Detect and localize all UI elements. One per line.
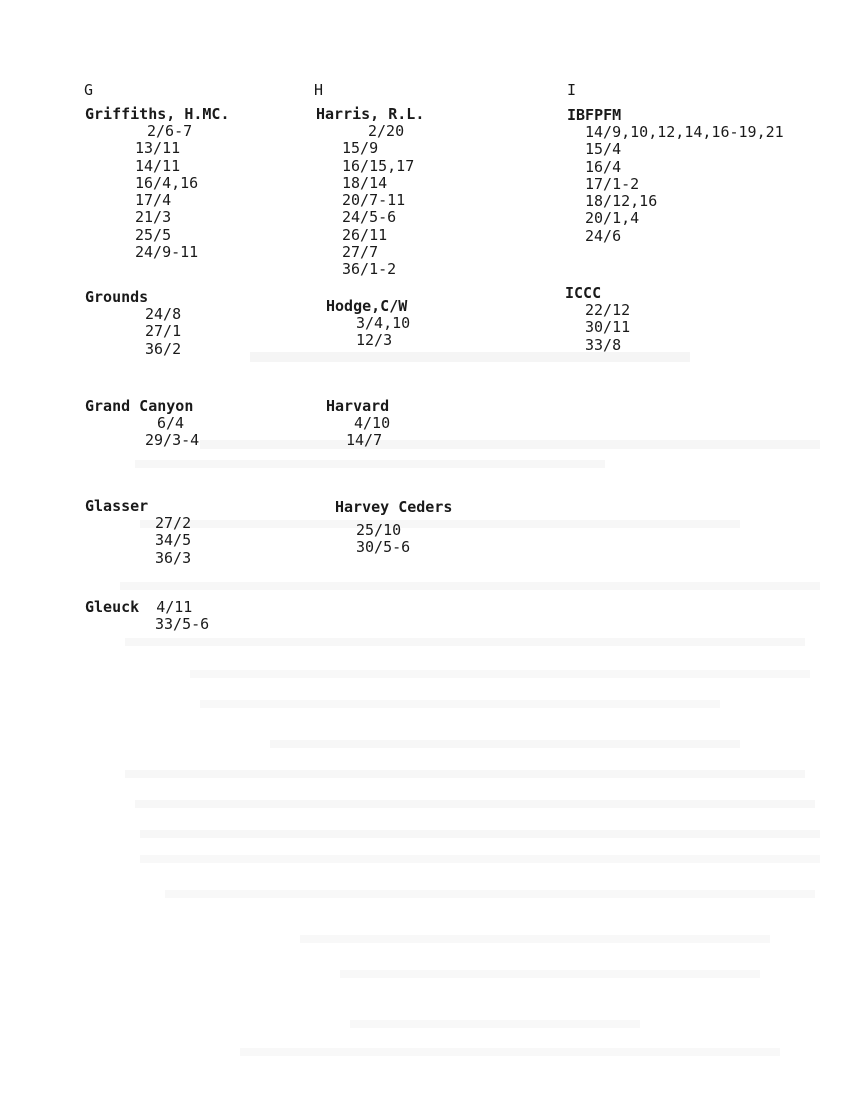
entry-name: Grand Canyon (85, 397, 194, 415)
entry-name: Grounds (85, 288, 149, 306)
page-reference: 18/14 (342, 173, 388, 192)
page-reference: 15/9 (342, 139, 379, 158)
index-entry-grounds (85, 289, 181, 358)
page-reference: 12/3 (356, 331, 393, 350)
reference-list (155, 515, 191, 567)
page-reference: 20/7-11 (342, 191, 406, 210)
page-reference: 15/4 (585, 140, 622, 159)
index-entry-iccc (565, 285, 630, 354)
index-entry-ibfpfm (567, 107, 784, 245)
reference-list (145, 306, 181, 358)
page-reference: 25/10 (356, 521, 402, 539)
entry-name: Griffiths, H.MC. (85, 105, 230, 123)
page-reference: 29/3-4 (145, 431, 200, 450)
page-reference: 16/4,16 (135, 173, 199, 192)
reference-list (356, 522, 452, 557)
page-reference: 24/5-6 (342, 208, 397, 227)
page-reference: 14/11 (135, 156, 181, 175)
reference-list (145, 415, 199, 450)
page-reference: 16/4 (585, 157, 622, 176)
page-reference: 16/15,17 (342, 156, 415, 175)
reference-list (585, 302, 630, 354)
page-reference: 36/2 (145, 339, 182, 358)
page-reference: 14/7 (346, 431, 383, 450)
entry-name: Gleuck (85, 598, 140, 616)
page-reference: 24/9-11 (135, 243, 199, 262)
page-reference: 34/5 (155, 531, 192, 550)
page-reference: 22/12 (585, 301, 631, 319)
index-entry-glasser (85, 498, 191, 567)
page-reference: 24/6 (585, 226, 622, 245)
page-reference: 30/11 (585, 318, 631, 337)
page-reference: 20/1,4 (585, 209, 640, 228)
page-reference: 6/4 (157, 414, 185, 432)
page-reference: 4/11 (156, 598, 193, 616)
page-reference: 24/8 (145, 305, 182, 323)
page-reference: 4/10 (354, 414, 391, 432)
page-reference: 2/6-7 (147, 122, 193, 140)
index-entry-griffiths (85, 106, 230, 261)
index-entry-harris (316, 106, 424, 279)
column-letter-h: H (314, 81, 324, 99)
reference-list (155, 616, 209, 633)
page-reference: 26/11 (342, 225, 388, 244)
reference-list (356, 315, 410, 350)
page-reference: 30/5-6 (356, 538, 411, 557)
page-reference: 17/4 (135, 191, 172, 210)
reference-list (342, 123, 424, 279)
page-reference: 27/7 (342, 243, 379, 262)
page-reference: 25/5 (135, 225, 172, 244)
entry-name: Harris, R.L. (316, 105, 425, 123)
page-reference: 33/8 (585, 335, 622, 354)
reference-list (346, 415, 390, 450)
index-entry-gleuck (85, 599, 209, 633)
index-entry-grand-canyon (85, 398, 199, 450)
page-reference: 27/1 (145, 322, 182, 341)
column-letter-i: I (567, 81, 577, 99)
reference-list (135, 123, 230, 261)
reference-list (585, 124, 784, 245)
page-reference: 17/1-2 (585, 174, 640, 193)
entry-name: Harvard (326, 397, 390, 415)
entry-name: Hodge,C/W (326, 297, 408, 315)
entry-name: IBFPFM (567, 106, 622, 124)
page-reference: 36/1-2 (342, 260, 397, 279)
page-reference: 21/3 (135, 208, 172, 227)
page-reference: 27/2 (155, 514, 192, 532)
page-reference: 33/5-6 (155, 615, 210, 633)
index-entry-harvey-ceders (335, 499, 452, 557)
page-reference: 14/9,10,12,14,16-19,21 (585, 123, 784, 141)
index-entry-harvard (326, 398, 390, 450)
page-reference: 18/12,16 (585, 192, 658, 211)
index-entry-hodge (326, 298, 410, 350)
entry-name: ICCC (565, 284, 602, 302)
entry-name: Glasser (85, 497, 149, 515)
page-reference: 2/20 (368, 122, 405, 140)
page-reference: 13/11 (135, 139, 181, 158)
page-reference: 3/4,10 (356, 314, 411, 332)
entry-heading-line (85, 599, 209, 616)
column-letter-g: G (84, 81, 94, 99)
page-reference: 36/3 (155, 548, 192, 567)
entry-name: Harvey Ceders (335, 498, 453, 516)
